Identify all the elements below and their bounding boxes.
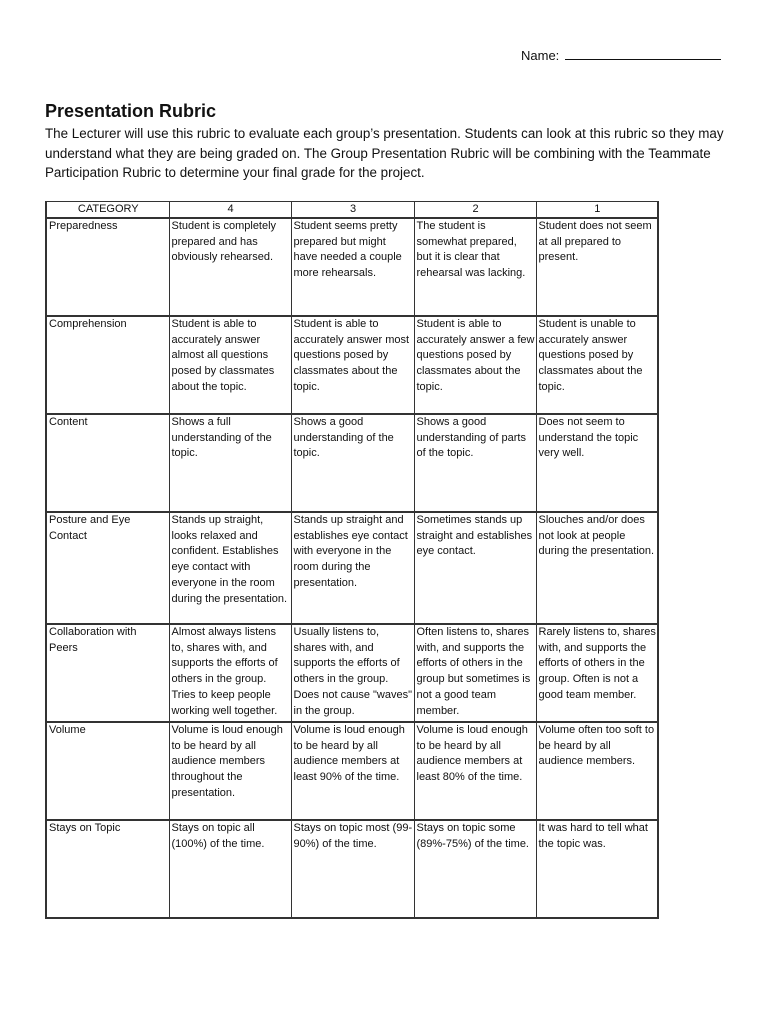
table-cell: Student is able to accurately answer a few questions posed by classmates about the topic.: [414, 316, 536, 414]
name-field: [521, 47, 721, 63]
table-row: [46, 316, 658, 414]
table-cell: It was hard to tell what the topic was.: [536, 820, 658, 918]
rubric-table: [45, 201, 659, 919]
header-score-4: 4: [169, 202, 291, 219]
table-cell: Sometimes stands up straight and establishes eye contact.: [414, 512, 536, 624]
document-title: Presentation Rubric: [45, 101, 217, 121]
header-score-2: 2: [414, 202, 536, 219]
intro-paragraph: The Lecturer will use this rubric to evaluate each group’s presentation. Students can look at this rubric so they may understand what they are being graded on. The Group Presentation Rubric will be combining with the Teammate Participation Rubric to determine your final grade for the project.: [45, 126, 724, 180]
table-cell: Does not seem to understand the topic very well.: [536, 414, 658, 512]
header-score-1: 1: [536, 202, 658, 219]
table-cell: Student seems pretty prepared but might have needed a couple more rehearsals.: [291, 218, 414, 316]
table-cell: Volume is loud enough to be heard by all audience members throughout the presentation.: [169, 722, 291, 820]
table-cell: Stays on topic some (89%-75%) of the time.: [414, 820, 536, 918]
table-cell: Volume is loud enough to be heard by all audience members at least 90% of the time.: [291, 722, 414, 820]
category-cell: Collaboration with Peers: [46, 624, 169, 722]
table-cell: Student is able to accurately answer almost all questions posed by classmates about the topic.: [169, 316, 291, 414]
name-blank-line: [565, 47, 721, 60]
table-cell: Student does not seem at all prepared to present.: [536, 218, 658, 316]
table-row: [46, 722, 658, 820]
table-cell: Shows a full understanding of the topic.: [169, 414, 291, 512]
table-cell: Student is completely prepared and has obviously rehearsed.: [169, 218, 291, 316]
table-cell: Slouches and/or does not look at people during the presentation.: [536, 512, 658, 624]
table-cell: Stays on topic all (100%) of the time.: [169, 820, 291, 918]
table-cell: Volume is loud enough to be heard by all audience members at least 80% of the time.: [414, 722, 536, 820]
table-cell: Rarely listens to, shares with, and supports the efforts of others in the group. Often is not a good team member.: [536, 624, 658, 722]
table-cell: The student is somewhat prepared, but it is clear that rehearsal was lacking.: [414, 218, 536, 316]
table-row: [46, 218, 658, 316]
table-cell: Student is unable to accurately answer questions posed by classmates about the topic.: [536, 316, 658, 414]
table-cell: Stands up straight, looks relaxed and confident. Establishes eye contact with everyone in the room during the presentation.: [169, 512, 291, 624]
header-score-3: 3: [291, 202, 414, 219]
table-row: [46, 414, 658, 512]
table-row: [46, 512, 658, 624]
category-cell: Volume: [46, 722, 169, 820]
category-cell: Preparedness: [46, 218, 169, 316]
table-cell: Shows a good understanding of parts of the topic.: [414, 414, 536, 512]
header-category: CATEGORY: [46, 202, 169, 219]
table-cell: Often listens to, shares with, and supports the efforts of others in the group but sometimes is not a good team member.: [414, 624, 536, 722]
table-header-row: [46, 202, 658, 219]
category-cell: Content: [46, 414, 169, 512]
table-row: [46, 820, 658, 918]
table-cell: Stays on topic most (99-90%) of the time.: [291, 820, 414, 918]
table-cell: Volume often too soft to be heard by all audience members.: [536, 722, 658, 820]
table-cell: Student is able to accurately answer most questions posed by classmates about the topic.: [291, 316, 414, 414]
name-label: Name:: [521, 48, 560, 63]
table-row: [46, 624, 658, 722]
table-cell: Almost always listens to, shares with, and supports the efforts of others in the group. Tries to keep people working well together.: [169, 624, 291, 722]
table-cell: Stands up straight and establishes eye contact with everyone in the room during the presentation.: [291, 512, 414, 624]
table-cell: Usually listens to, shares with, and supports the efforts of others in the group. Does not cause "waves" in the group.: [291, 624, 414, 722]
category-cell: Posture and Eye Contact: [46, 512, 169, 624]
category-cell: Stays on Topic: [46, 820, 169, 918]
category-cell: Comprehension: [46, 316, 169, 414]
table-cell: Shows a good understanding of the topic.: [291, 414, 414, 512]
